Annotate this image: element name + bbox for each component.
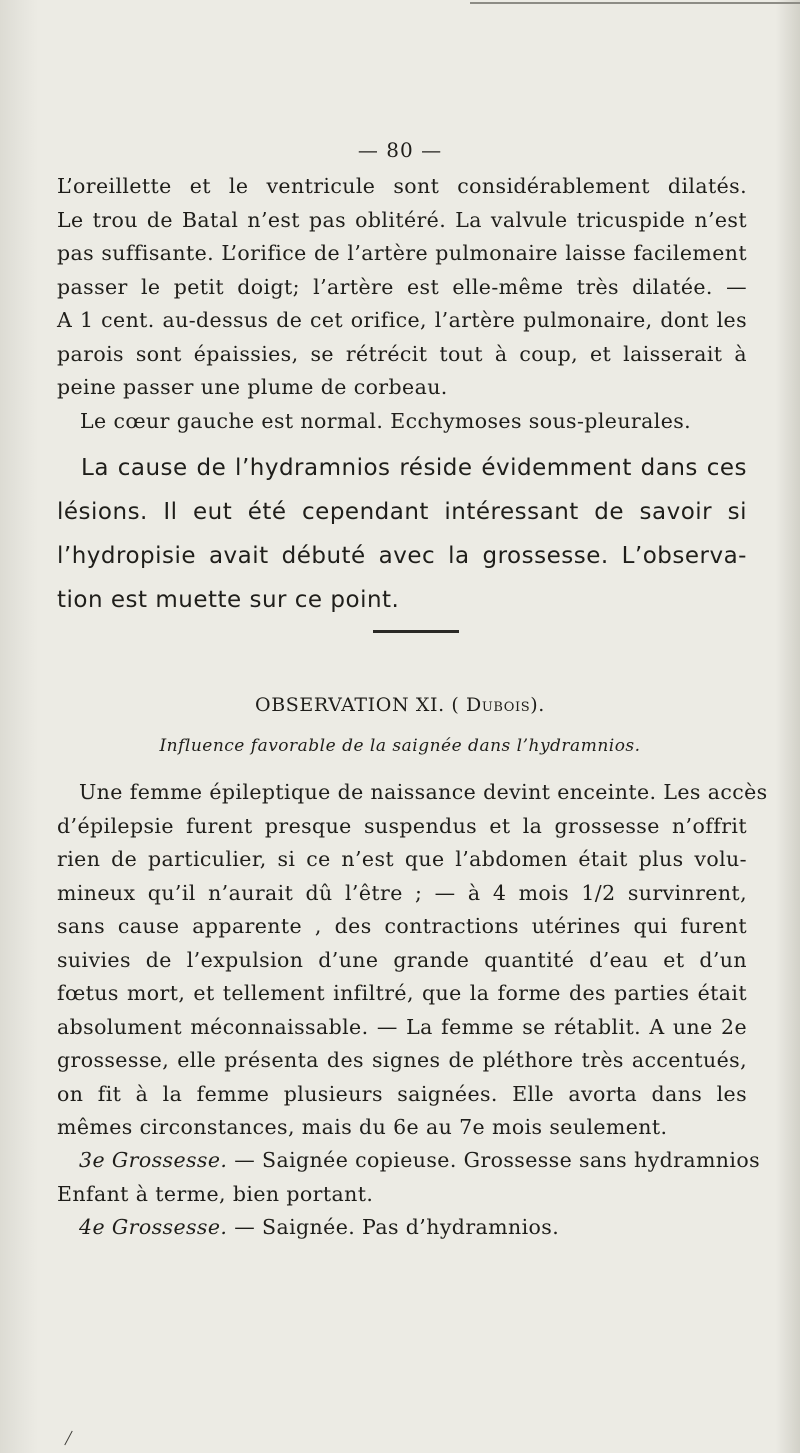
third-pregnancy-label: 3e Grossesse. xyxy=(79,1148,228,1172)
paragraph-4-line: d’épilepsie furent presque suspendus et la grossesse n’offrit xyxy=(57,813,747,838)
third-pregnancy-line xyxy=(57,1144,761,1178)
paragraph-4-line: suivies de l’expulsion d’une grande quantité d’eau et d’un xyxy=(57,947,747,972)
paragraph-1-line: Le trou de Batal n’est pas oblitéré. La valvule tricuspide n’est xyxy=(57,207,747,232)
paragraph-1 xyxy=(57,170,747,405)
third-pregnancy xyxy=(57,1144,761,1211)
page-edge-right xyxy=(776,0,800,1453)
paragraph-4-line: rien de particulier, si ce n’est que l’abdomen était plus volu- xyxy=(57,847,747,871)
paragraph-4-line: mêmes circonstances, mais du 6e au 7e mois seulement. xyxy=(57,1115,668,1139)
page-edge-left xyxy=(0,0,38,1453)
paragraph-2-text: Le cœur gauche est normal. Ecchymoses sous-pleurales. xyxy=(80,409,692,433)
paragraph-1-line: pas suffisante. L’orifice de l’artère pulmonaire laisse facilement xyxy=(57,241,747,265)
paragraph-4-line: Une femme épileptique de naissance devint enceinte. Les accès xyxy=(79,780,768,804)
paragraph-2 xyxy=(80,405,747,439)
third-pregnancy-text: — Saignée copieuse. Grossesse sans hydramnios xyxy=(227,1148,761,1172)
observation-author: ( Dubois). xyxy=(451,694,545,716)
observation-title: OBSERVATION XI. xyxy=(255,694,445,716)
paragraph-3-line: tion est muette sur ce point. xyxy=(57,587,400,613)
paragraph-4 xyxy=(57,776,768,1145)
paragraph-4-line: on fit à la femme plusieurs saignées. Elle avorta dans les xyxy=(57,1081,747,1106)
paragraph-1-line: peine passer une plume de corbeau. xyxy=(57,375,448,399)
fourth-pregnancy-text: — Saignée. Pas d’hydramnios. xyxy=(227,1215,560,1239)
paragraph-1-line: L’oreillette et le ventricule sont considérablement dilatés. xyxy=(57,174,747,198)
paragraph-1-line: A 1 cent. au-dessus de cet orifice, l’artère pulmonaire, dont les xyxy=(57,308,747,332)
page-mark xyxy=(64,1431,72,1446)
page-number: — 80 — xyxy=(357,138,443,162)
paragraph-4-line: absolument méconnaissable. — La femme se rétablit. A une 2e xyxy=(57,1014,747,1039)
section-separator xyxy=(373,630,459,633)
paragraph-4-line: sans cause apparente , des contractions utérines qui furent xyxy=(57,914,747,938)
paragraph-3 xyxy=(57,446,747,622)
paragraph-4-line: grossesse, elle présenta des signes de pléthore très accentués, xyxy=(57,1048,747,1072)
fourth-pregnancy-line xyxy=(57,1211,747,1245)
paragraph-4-line: fœtus mort, et tellement infiltré, que la forme des parties était xyxy=(57,981,747,1005)
paragraph-1-line: passer le petit doigt; l’artère est elle-même très dilatée. — xyxy=(57,274,747,299)
paragraph-1-line: parois sont épaissies, se rétrécit tout à coup, et laisserait à xyxy=(57,341,747,366)
paragraph-4-line: mineux qu’il n’aurait dû l’être ; — à 4 mois 1/2 survinrent, xyxy=(57,880,747,905)
third-pregnancy-line-2: Enfant à terme, bien portant. xyxy=(57,1181,374,1206)
paragraph-3-line: La cause de l’hydramnios réside évidemment dans ces xyxy=(81,455,747,481)
paragraph-3-line: lésions. Il eut été cependant intéressant de savoir si xyxy=(57,499,747,525)
fourth-pregnancy-label: 4e Grossesse. xyxy=(79,1215,228,1239)
paragraph-3-line: l’hydropisie avait débuté avec la grossesse. L’observa- xyxy=(57,543,747,569)
top-rule xyxy=(470,2,800,4)
observation-heading xyxy=(0,694,800,716)
fourth-pregnancy xyxy=(57,1211,747,1245)
observation-subtitle: Influence favorable de la saignée dans l’hydramnios. xyxy=(159,736,641,756)
